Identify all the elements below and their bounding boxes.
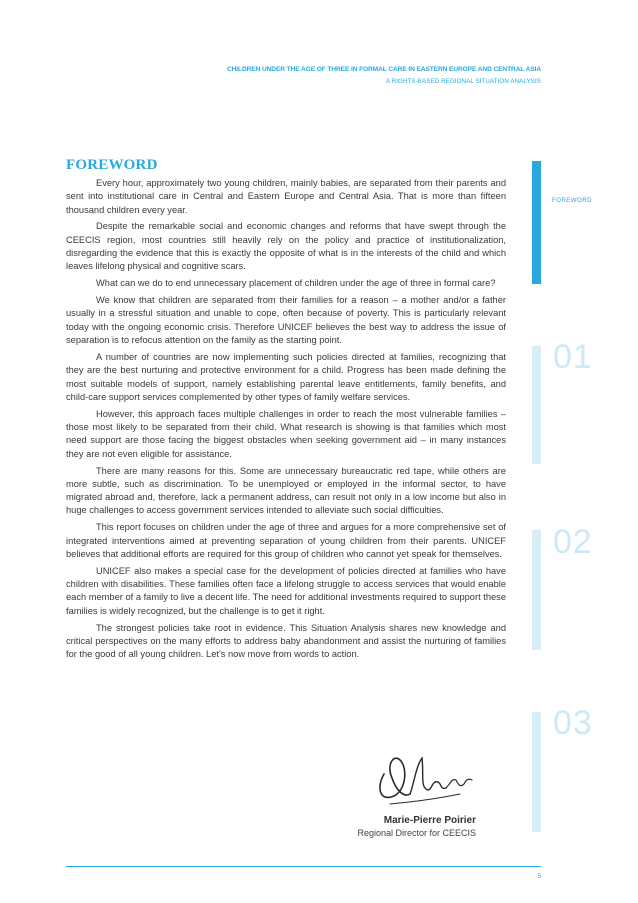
- paragraph: What can we do to end unnecessary placement of children under the age of three in formal care?: [96, 278, 496, 289]
- paragraph: Despite the remarkable social and economic changes and reforms that have swept through the CEECIS region, most countries still heavily rely on the policy and practice of institutionalization, disregarding the evidence that this is exactly the opposite of what is in the interests of the child and which leaves lifelong physical and cognitive scars.: [66, 221, 506, 272]
- paragraph: However, this approach faces multiple challenges in order to reach the most vulnerable families – those most likely to be separated from their child. What research is showing is that families which most need support are those facing the biggest obstacles when seeking government aid – in many instances they are not even eligible for assistance.: [66, 408, 506, 459]
- section-bar-02: [532, 530, 541, 650]
- signatory-name: Marie-Pierre Poirier: [383, 815, 476, 826]
- paragraph: A number of countries are now implementing such policies directed at families, recognizing that they are the best nurturing and protective environment for a child. Progress has been made defining the most suitable models of support, namely establishing parental leave entitlements, family benefits, and child-care support services complemented by other types of family welfare services.: [66, 351, 506, 402]
- section-bar-foreword: [532, 161, 541, 284]
- section-number-02: 02: [553, 523, 593, 561]
- page-title: FOREWORD: [66, 157, 158, 173]
- paragraph: UNICEF also makes a special case for the development of policies directed at families who have children with disabilities. These families often face a lifelong struggle to access services that would enable each member of a family to live a decent life. The need for additional investments required to support these families is widely recognized, but the challenge is to get it right.: [66, 565, 506, 616]
- signature-image: [370, 744, 480, 810]
- footer-rule: [66, 866, 541, 867]
- running-header-title: CHILDREN UNDER THE AGE OF THREE IN FORMAL CARE IN EASTERN EUROPE AND CENTRAL ASIA: [226, 66, 541, 73]
- signatory-role: Regional Director for CEECIS: [357, 828, 476, 838]
- paragraph: There are many reasons for this. Some are unnecessary bureaucratic red tape, while others are more subtle, such as discrimination. To be unemployed or employed in the informal sector, to have migrated abroad and, therefore, lack a permanent address, can result not only in a low income but also in huge challenges to access government services intended to alleviate such social difficulties.: [66, 465, 506, 516]
- paragraph: We know that children are separated from their families for a reason – a mother and/or a father usually in a stressful situation and unable to cope, often because of poverty. This is particularly relevant today with the ongoing economic crisis. Therefore UNICEF believes the best way to address the issue of separation is to refocus attention on the family as the starting point.: [66, 295, 506, 346]
- paragraph: The strongest policies take root in evidence. This Situation Analysis shares new knowledge and critical perspectives on the many efforts to address baby abandonment and assist the nurturing of families for the good of all young children. Let's now move from words to action.: [66, 622, 506, 660]
- running-header-subtitle: A RIGHTS-BASED REGIONAL SITUATION ANALYSIS: [385, 78, 541, 85]
- sidebar-foreword-label: FOREWORD: [552, 197, 592, 204]
- section-bar-01: [532, 346, 541, 464]
- section-number-01: 01: [553, 338, 593, 376]
- page-number: 5: [537, 873, 541, 880]
- section-bar-03: [532, 712, 541, 832]
- section-number-03: 03: [553, 704, 593, 742]
- paragraph: Every hour, approximately two young children, mainly babies, are separated from their parents and sent into institutional care in Central and Eastern Europe and Central Asia. That is more than fifteen thousand children every year.: [66, 178, 506, 215]
- handwritten-signature: [340, 744, 500, 810]
- paragraph: This report focuses on children under the age of three and argues for a more comprehensive set of integrated interventions aimed at preventing separation of young children from their parents. UNICEF believes that additional efforts are required for this group of children who cannot yet speak for themselves.: [66, 522, 506, 559]
- foreword-body: [66, 177, 506, 665]
